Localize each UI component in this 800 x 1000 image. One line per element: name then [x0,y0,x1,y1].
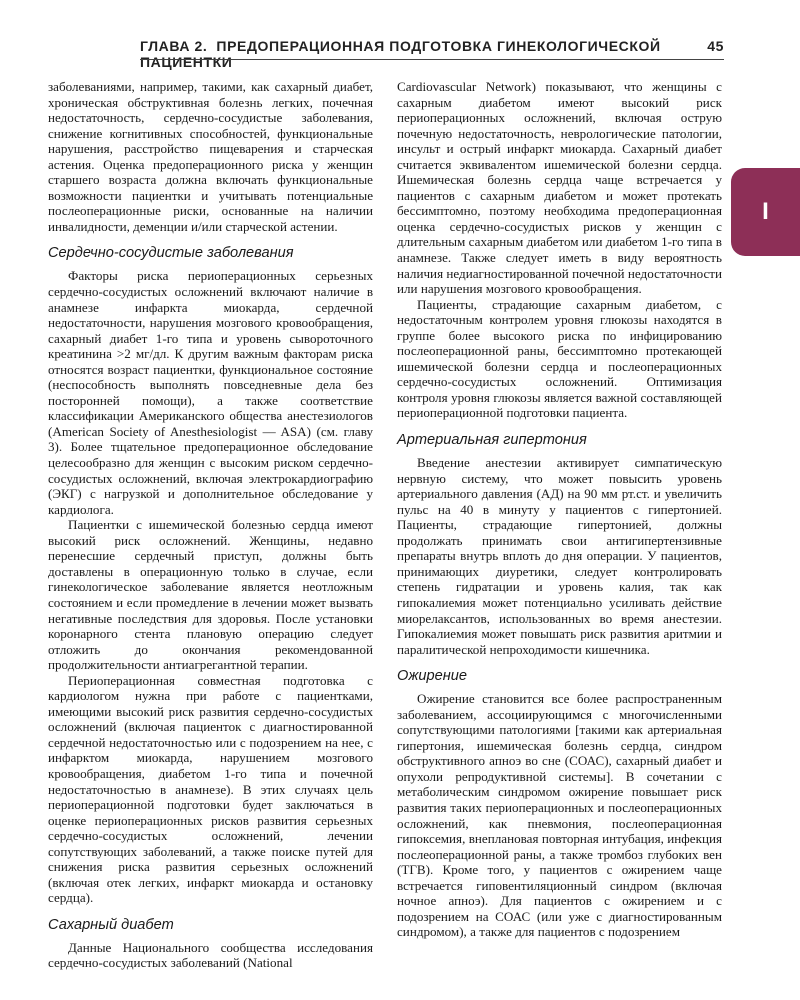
section-heading-diabetes: Сахарный диабет [48,916,174,933]
page-number: 45 [707,38,724,54]
running-head [140,38,724,70]
paragraph: Факторы риска периоперационных серьезных сердечно-сосудистых осложнений включают наличие в анамнезе инфаркта миокарда, сердечной недостаточности, нарушения мозгового кровообращения, сахарный диабет 1-го типа и уровень сывороточного креатинина >2 мг/дл. К другим важным факторам риска относятся возраст пациентки, функциональное состояние (неспособность выполнять повседневные дела без посторонней помощи), а также соответствие классификации Американского общества анестезиологов (American Society of Anesthesiologist — ASA) (см. главу 3). Более тщательное предоперационное обследование целесообразно для женщин с высоким риском сердечно-сосудистых осложнений, включая электрокардиографию (ЭКГ) с нагрузкой и дополнительное обследование у кардиолога. [48,268,373,517]
section-heading-cardio: Сердечно-сосудистые заболевания [48,245,294,262]
paragraph: Ожирение становится все более распространенным заболеванием, ассоциирующимся с многочисленными сопутствующими патологиями [такими как артериальная гипертония, ишемическая болезнь сердца, синдром обструктивного апноэ во сне (СОАС), сахарный диабет и опухоли репродуктивной системы]. В сочетании с метаболическим синдромом ожирение повышает риск развития таких периоперационных и послеоперационных осложнений, как пневмония, послеоперационная гипоксемия, внеплановая повторная интубация, инфекция послеоперационной раны, а также тромбоз глубоких вен (ТГВ). Кроме того, у пациентов с ожирением чаще встречается гиповентиляционный синдром (включая ночное апноэ). Для пациентов с ожирением и с подозрением на СОАС (или уже с диагностированным синдромом), а также для пациентов с подозрением [397,691,722,940]
paragraph: Введение анестезии активирует симпатическую нервную систему, что может повысить уровень артериального давления (АД) на 90 мм рт.ст. и увеличить пульс на 40 в минуту у пациентов с гипертонией. Пациенты, страдающие гипертонией, должны продолжать принимать свои антигипертензивные препараты внутрь вплоть до дня операции. У пациентов, принимающих диуретики, следует контролировать степень гидратации и уровень калия, так как гипокалиемия может потенциально усиливать действие миорелаксантов, использованных во время анестезии. Гипокалиемия может повышать риск развития аритмии и паралитической непроходимости кишечника. [397,455,722,657]
chapter-tab-label: I [762,198,769,225]
chapter-label: ГЛАВА 2. [140,38,208,54]
section-heading-hypertension: Артериальная гипертония [397,432,587,449]
paragraph: Пациенты, страдающие сахарным диабетом, с недостаточным контролем уровня глюкозы находятся в группе более высокого риска по инфицированию послеоперационной раны, бессимптомно протекающей ишемической болезни сердца и послеоперационных сердечно-сосудистых осложнений. Оптимизация контроля уровня глюкозы является важной составляющей периоперационной подготовки пациента. [397,296,722,421]
running-title [140,38,707,70]
chapter-title: ПРЕДОПЕРАЦИОННАЯ ПОДГОТОВКА ГИНЕКОЛОГИЧЕСКОЙ ПАЦИЕНТКИ [140,38,661,70]
chapter-tab [731,168,800,256]
section-heading-obesity: Ожирение [397,668,468,685]
right-column [397,79,722,940]
header-rule [140,59,724,60]
paragraph: Периоперационная совместная подготовка с кардиологом нужна при работе с пациентками, имеющими высокий риск развития сердечно-сосудистых осложнений (включая пациенток с диагностированной сердечной недостаточностью или с подозрением на нее, с инфарктом миокарда, нарушением мозгового кровообращения, диабетом 1-го типа и почечной недостаточностью в анамнезе). В этих случаях цель периоперационной подготовки будет заключаться в оценке периоперационных рисков развития серьезных сердечно-сосудистых осложнений, лечении сопутствующих заболеваний, а также поиске путей для снижения риска развития серьезных осложнений (включая отек легких, инфаркт миокарда и остановку сердца). [48,672,373,906]
paragraph: Пациентки с ишемической болезнью сердца имеют высокий риск осложнений. Женщины, недавно перенесшие сердечный приступ, должны быть доставлены в операционную только в случае, если гинекологическое заболевание является неотложным состоянием и если промедление в лечении может вызвать негативные последствия для здоровья. После установки коронарного стента плановую операцию следует отложить до окончания рекомендованной продолжительности антиагрегантной терапии. [48,517,373,673]
paragraph: Данные Национального сообщества исследования сердечно-сосудистых заболеваний (National [48,939,373,971]
paragraph: Cardiovascular Network) показывают, что женщины с сахарным диабетом имеют высокий риск периоперационных осложнений, включая острую почечную недостаточность, неврологические патологии, инсульт и острый инфаркт миокарда. Сахарный диабет считается эквивалентом ишемической болезни сердца. Ишемическая болезнь сердца чаще встречается у пациентов с сахарным диабетом и может протекать бессимптомно, поэтому необходима предоперационная оценка сердечно-сосудистых рисков у женщин с длительным сахарным диабетом или диабетом 1-го типа в анамнезе. Также следует иметь в виду вероятность наличия недиагностированной почечной недостаточности или нарушения мозгового кровообращения. [397,79,722,297]
left-column [48,79,373,971]
paragraph: заболеваниями, например, такими, как сахарный диабет, хроническая обструктивная болезнь легких, почечная недостаточность, сердечно-сосудистые заболевания, снижение когнитивных способностей, функциональные нарушения, расстройство пищеварения и старческая астения. Оценка предоперационного риска у женщин старшего возраста должна включать функциональные возможности пациентки и учитывать потенциальные послеоперационные риски, основанные на наличии инвалидности, деменции и/или старческой астении. [48,79,373,234]
